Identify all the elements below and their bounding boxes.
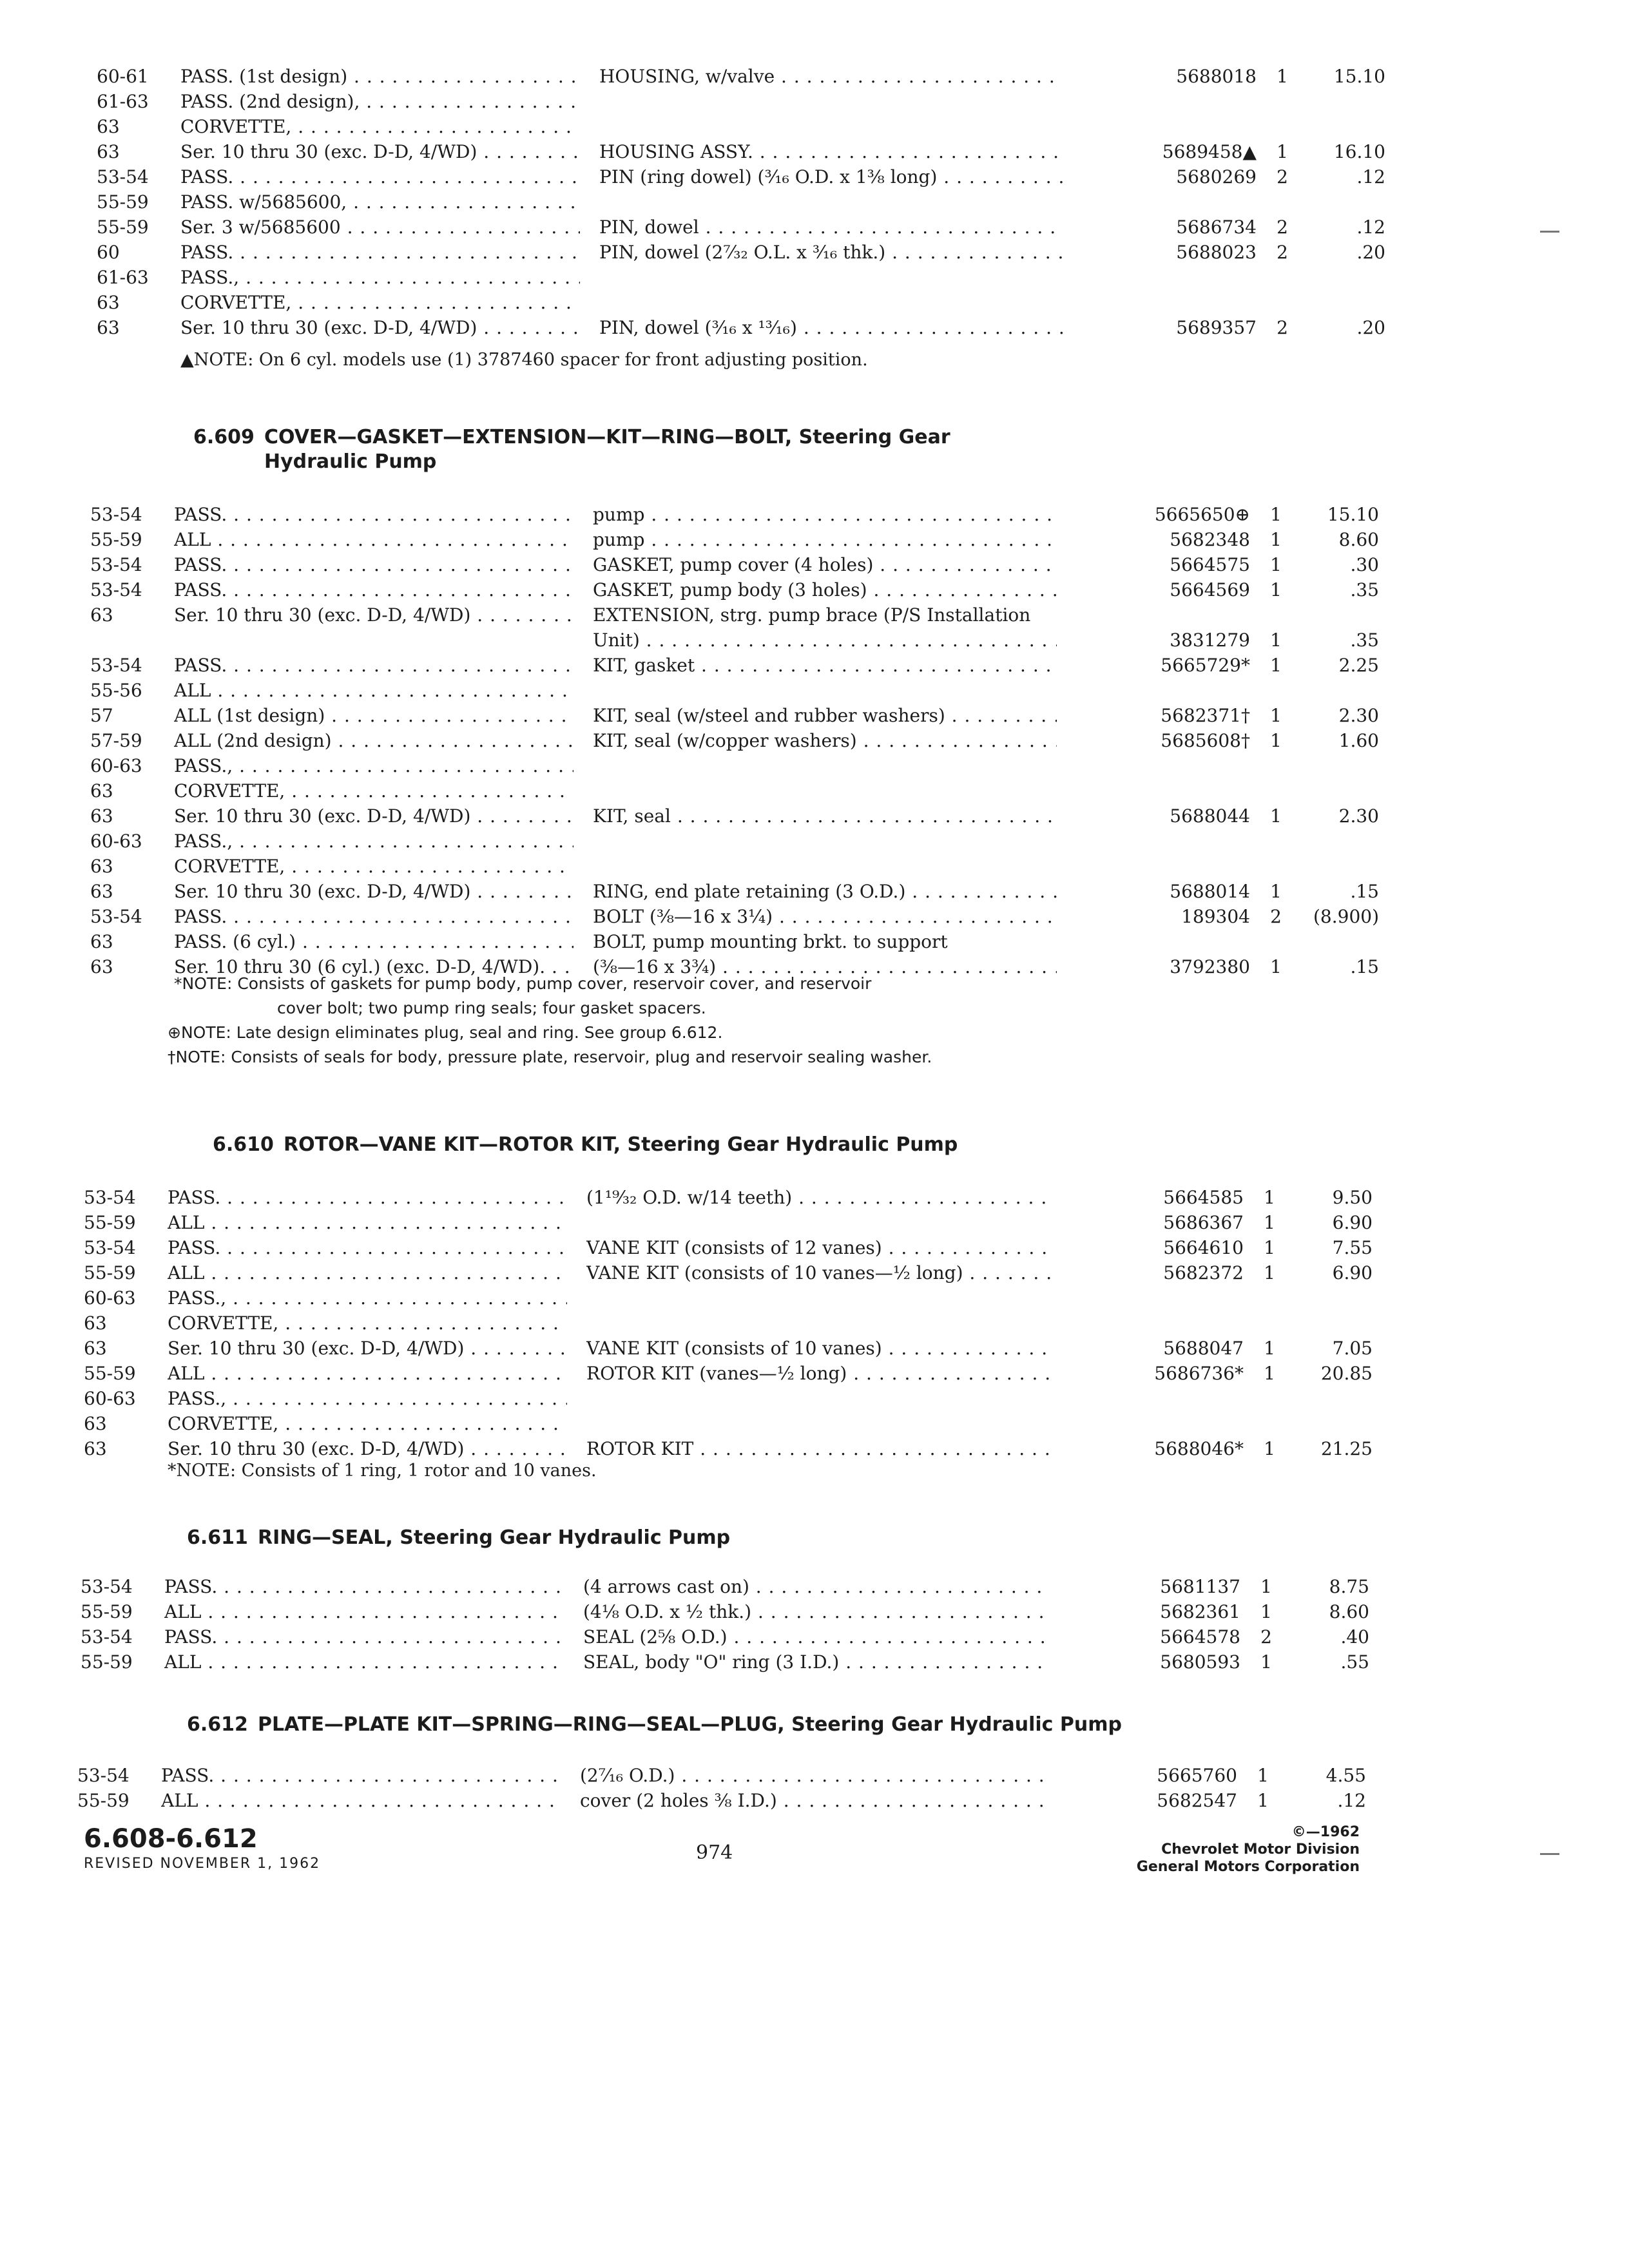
description: BOLT (³⁄₈—16 x 3¼) . . . bbox=[593, 905, 1057, 929]
description: (4 arrows cast on) . . . bbox=[583, 1575, 1047, 1599]
footer-publisher bbox=[1057, 1823, 1360, 1876]
part-number: 5665760 bbox=[1157, 1765, 1237, 1786]
application: PASS. . . . bbox=[174, 653, 574, 678]
model-years: 61-63 bbox=[97, 267, 149, 288]
application: PASS., . . . bbox=[174, 754, 574, 778]
application: PASS. (2nd design), . . . bbox=[180, 90, 580, 114]
model-years: 57 bbox=[90, 705, 113, 726]
application: PASS. . . . bbox=[161, 1763, 561, 1788]
part-number: 5665729* bbox=[1161, 655, 1250, 676]
quantity: 1 bbox=[1270, 629, 1282, 651]
list-price: 8.75 bbox=[1329, 1576, 1369, 1597]
model-years: 55-59 bbox=[84, 1212, 136, 1233]
description: GASKET, pump body (3 holes) . . . bbox=[593, 578, 1057, 602]
model-years: 55-56 bbox=[90, 680, 142, 701]
description: RING, end plate retaining (3 O.D.) . . . bbox=[593, 879, 1057, 904]
model-years: 63 bbox=[90, 604, 113, 626]
list-price: 6.90 bbox=[1332, 1212, 1373, 1233]
model-years: 55-59 bbox=[84, 1363, 136, 1384]
quantity: 1 bbox=[1270, 730, 1282, 751]
part-number: 5686736* bbox=[1154, 1363, 1244, 1384]
application: ALL . . . bbox=[168, 1361, 567, 1386]
description: (³⁄₈—16 x 3¾) . . . bbox=[593, 955, 1057, 979]
section-heading bbox=[187, 1526, 730, 1550]
quantity: 1 bbox=[1264, 1363, 1275, 1384]
model-years: 53-54 bbox=[97, 166, 149, 187]
list-price: .20 bbox=[1356, 242, 1385, 263]
section-number: 6.612 bbox=[187, 1713, 248, 1736]
application: PASS. . . . bbox=[164, 1625, 564, 1649]
part-number: 5682348 bbox=[1170, 529, 1250, 550]
application: Ser. 10 thru 30 (exc. D-D, 4/WD) . . . bbox=[180, 140, 580, 164]
corporation-name: General Motors Corporation bbox=[1136, 1859, 1360, 1875]
model-years: 55-59 bbox=[97, 191, 149, 213]
application: PASS., . . . bbox=[174, 829, 574, 854]
quantity: 1 bbox=[1270, 579, 1282, 601]
section-number: 6.610 bbox=[213, 1133, 274, 1156]
model-years: 63 bbox=[97, 317, 120, 338]
application: ALL . . . bbox=[164, 1650, 564, 1675]
list-price: 15.10 bbox=[1327, 504, 1379, 525]
list-price: 8.60 bbox=[1338, 529, 1379, 550]
group-range: 6.608-6.612 bbox=[84, 1824, 258, 1854]
part-number: 5681137 bbox=[1160, 1576, 1240, 1597]
description: PIN, dowel . . . bbox=[599, 215, 1063, 240]
application: ALL . . . bbox=[168, 1211, 567, 1235]
application: CORVETTE, . . . bbox=[168, 1412, 567, 1436]
model-years: 55-59 bbox=[77, 1790, 130, 1811]
application: CORVETTE, . . . bbox=[180, 115, 580, 139]
model-years: 63 bbox=[90, 956, 113, 977]
list-price: 21.25 bbox=[1320, 1438, 1373, 1459]
description: (2⁷⁄₁₆ O.D.) . . . bbox=[580, 1763, 1044, 1788]
section-title: ROTOR—VANE KIT—ROTOR KIT, Steering Gear Hydraulic Pump bbox=[284, 1133, 958, 1156]
description: PIN, dowel (2⁷⁄₃₂ O.L. x ³⁄₁₆ thk.) . . . bbox=[599, 240, 1063, 265]
section-heading bbox=[187, 1713, 1122, 1737]
footnote: †NOTE: Consists of seals for body, pressure plate, reservoir, plug and reservoir sealing washer. bbox=[168, 1048, 932, 1066]
section-title-cont: Hydraulic Pump bbox=[264, 450, 437, 473]
part-number: 5688044 bbox=[1170, 805, 1250, 827]
list-price: .30 bbox=[1350, 554, 1379, 575]
description: (4⅛ O.D. x ½ thk.) . . . bbox=[583, 1600, 1047, 1624]
revised-date: REVISED NOVEMBER 1, 1962 bbox=[84, 1856, 321, 1872]
model-years: 63 bbox=[84, 1338, 107, 1359]
list-price: 2.30 bbox=[1338, 705, 1379, 726]
part-number: 5664575 bbox=[1170, 554, 1250, 575]
list-price: .55 bbox=[1340, 1651, 1369, 1673]
model-years: 63 bbox=[90, 805, 113, 827]
part-number: 5664578 bbox=[1160, 1626, 1240, 1648]
description: HOUSING ASSY. . . . bbox=[599, 140, 1063, 164]
model-years: 63 bbox=[90, 931, 113, 952]
application: PASS. . . . bbox=[174, 905, 574, 929]
application: PASS. . . . bbox=[164, 1575, 564, 1599]
part-number: 5682371† bbox=[1161, 705, 1250, 726]
application: PASS. . . . bbox=[174, 578, 574, 602]
quantity: 2 bbox=[1277, 242, 1288, 263]
description: (1¹⁹⁄₃₂ O.D. w/14 teeth) . . . bbox=[586, 1186, 1050, 1210]
part-number: 5664610 bbox=[1163, 1237, 1244, 1258]
section-heading bbox=[213, 1133, 958, 1157]
margin-mark bbox=[1540, 1853, 1559, 1855]
application: CORVETTE, . . . bbox=[174, 779, 574, 803]
quantity: 1 bbox=[1277, 141, 1288, 162]
model-years: 55-59 bbox=[97, 216, 149, 238]
footnote: cover bolt; two pump ring seals; four gasket spacers. bbox=[277, 999, 706, 1017]
quantity: 1 bbox=[1260, 1576, 1272, 1597]
model-years: 63 bbox=[90, 856, 113, 877]
quantity: 2 bbox=[1277, 166, 1288, 187]
application: ALL . . . bbox=[168, 1261, 567, 1285]
application: CORVETTE, . . . bbox=[174, 854, 574, 879]
list-price: .15 bbox=[1350, 881, 1379, 902]
section-title: RING—SEAL, Steering Gear Hydraulic Pump bbox=[258, 1526, 731, 1549]
application: PASS., . . . bbox=[168, 1387, 567, 1411]
model-years: 63 bbox=[97, 141, 120, 162]
part-number: 5686734 bbox=[1176, 216, 1257, 238]
footnote: *NOTE: Consists of 1 ring, 1 rotor and 10 vanes. bbox=[168, 1461, 597, 1481]
part-number: 5682547 bbox=[1157, 1790, 1237, 1811]
part-number: 5682372 bbox=[1163, 1262, 1244, 1283]
application: Ser. 10 thru 30 (exc. D-D, 4/WD) . . . bbox=[174, 804, 574, 829]
application: ALL (1st design) . . . bbox=[174, 704, 574, 728]
list-price: 7.05 bbox=[1332, 1338, 1373, 1359]
model-years: 57-59 bbox=[90, 730, 142, 751]
division-name: Chevrolet Motor Division bbox=[1161, 1841, 1360, 1858]
quantity: 1 bbox=[1264, 1187, 1275, 1208]
quantity: 1 bbox=[1270, 956, 1282, 977]
list-price: .12 bbox=[1337, 1790, 1366, 1811]
list-price: 20.85 bbox=[1320, 1363, 1373, 1384]
application: ALL . . . bbox=[161, 1789, 561, 1813]
quantity: 1 bbox=[1270, 529, 1282, 550]
list-price: .40 bbox=[1340, 1626, 1369, 1648]
quantity: 1 bbox=[1270, 805, 1282, 827]
quantity: 1 bbox=[1270, 655, 1282, 676]
description: PIN (ring dowel) (³⁄₁₆ O.D. x 1⅜ long) . . . bbox=[599, 165, 1063, 189]
quantity: 1 bbox=[1257, 1790, 1269, 1811]
application: Ser. 10 thru 30 (exc. D-D, 4/WD) . . . bbox=[168, 1437, 567, 1461]
application: PASS. . . . bbox=[174, 503, 574, 527]
part-number: 5686367 bbox=[1163, 1212, 1244, 1233]
quantity: 1 bbox=[1270, 881, 1282, 902]
model-years: 53-54 bbox=[77, 1765, 130, 1786]
quantity: 1 bbox=[1264, 1237, 1275, 1258]
list-price: .15 bbox=[1350, 956, 1379, 977]
quantity: 2 bbox=[1260, 1626, 1272, 1648]
quantity: 2 bbox=[1277, 216, 1288, 238]
model-years: 60-63 bbox=[84, 1287, 136, 1309]
application: CORVETTE, . . . bbox=[168, 1311, 567, 1336]
description: ROTOR KIT (vanes—½ long) . . . bbox=[586, 1361, 1050, 1386]
list-price: 15.10 bbox=[1333, 66, 1385, 87]
list-price: .35 bbox=[1350, 629, 1379, 651]
part-number: 5688047 bbox=[1163, 1338, 1244, 1359]
description: ROTOR KIT . . . bbox=[586, 1437, 1050, 1461]
model-years: 63 bbox=[90, 881, 113, 902]
part-number: 5680269 bbox=[1176, 166, 1257, 187]
application: Ser. 10 thru 30 (exc. D-D, 4/WD) . . . bbox=[174, 879, 574, 904]
description: KIT, seal . . . bbox=[593, 804, 1057, 829]
description: KIT, seal (w/copper washers) . . . bbox=[593, 729, 1057, 753]
model-years: 60 bbox=[97, 242, 120, 263]
quantity: 1 bbox=[1264, 1212, 1275, 1233]
list-price: 6.90 bbox=[1332, 1262, 1373, 1283]
application: PASS. w/5685600, . . . bbox=[180, 190, 580, 215]
part-number: 5689458▲ bbox=[1162, 141, 1257, 162]
part-number: 5665650⊕ bbox=[1154, 504, 1250, 525]
description: GASKET, pump cover (4 holes) . . . bbox=[593, 553, 1057, 577]
part-number: 5688046* bbox=[1154, 1438, 1244, 1459]
model-years: 55-59 bbox=[90, 529, 142, 550]
model-years: 63 bbox=[97, 292, 120, 313]
quantity: 1 bbox=[1270, 504, 1282, 525]
footnote: ⊕NOTE: Late design eliminates plug, seal and ring. See group 6.612. bbox=[168, 1023, 723, 1042]
margin-mark bbox=[1540, 231, 1559, 233]
part-number: 5688014 bbox=[1170, 881, 1250, 902]
section-heading bbox=[193, 425, 950, 474]
model-years: 53-54 bbox=[84, 1237, 136, 1258]
footnote: *NOTE: Consists of gaskets for pump body, pump cover, reservoir cover, and reservoir bbox=[174, 974, 872, 993]
list-price: 1.60 bbox=[1338, 730, 1379, 751]
application: PASS. (6 cyl.) . . . bbox=[174, 930, 574, 954]
list-price: 9.50 bbox=[1332, 1187, 1373, 1208]
section-number: 6.611 bbox=[187, 1526, 248, 1549]
description: cover (2 holes ⅜ I.D.) . . . bbox=[580, 1789, 1044, 1813]
section-title: PLATE—PLATE KIT—SPRING—RING—SEAL—PLUG, Steering Gear Hydraulic Pump bbox=[258, 1713, 1122, 1736]
part-number: 5682361 bbox=[1160, 1601, 1240, 1622]
application: PASS., . . . bbox=[180, 265, 580, 290]
model-years: 60-63 bbox=[90, 831, 142, 852]
description: VANE KIT (consists of 12 vanes) . . . bbox=[586, 1236, 1050, 1260]
list-price: 4.55 bbox=[1325, 1765, 1366, 1786]
model-years: 63 bbox=[90, 780, 113, 802]
application: ALL . . . bbox=[174, 528, 574, 552]
part-number: 5664569 bbox=[1170, 579, 1250, 601]
application: PASS. . . . bbox=[180, 240, 580, 265]
description: SEAL, body "O" ring (3 I.D.) . . . bbox=[583, 1650, 1047, 1675]
application: Ser. 10 thru 30 (exc. D-D, 4/WD) . . . bbox=[174, 603, 574, 628]
model-years: 53-54 bbox=[81, 1626, 133, 1648]
list-price: .12 bbox=[1356, 166, 1385, 187]
model-years: 53-54 bbox=[90, 579, 142, 601]
model-years: 63 bbox=[84, 1413, 107, 1434]
model-years: 55-59 bbox=[81, 1601, 133, 1622]
section-number: 6.609 bbox=[193, 426, 255, 448]
model-years: 60-63 bbox=[84, 1388, 136, 1409]
quantity: 1 bbox=[1264, 1438, 1275, 1459]
application: Ser. 3 w/5685600 . . . bbox=[180, 215, 580, 240]
model-years: 60-61 bbox=[97, 66, 149, 87]
model-years: 63 bbox=[84, 1312, 107, 1334]
list-price: .35 bbox=[1350, 579, 1379, 601]
application: PASS., . . . bbox=[168, 1286, 567, 1311]
application: Ser. 10 thru 30 (exc. D-D, 4/WD) . . . bbox=[180, 316, 580, 340]
quantity: 1 bbox=[1270, 554, 1282, 575]
part-number: 3831279 bbox=[1170, 629, 1250, 651]
model-years: 61-63 bbox=[97, 91, 149, 112]
description: pump . . . bbox=[593, 528, 1057, 552]
quantity: 1 bbox=[1260, 1651, 1272, 1673]
application: PASS. . . . bbox=[180, 165, 580, 189]
list-price: 16.10 bbox=[1333, 141, 1385, 162]
part-number: 5689357 bbox=[1176, 317, 1257, 338]
description: HOUSING, w/valve . . . bbox=[599, 64, 1063, 89]
description: SEAL (2⅝ O.D.) . . . bbox=[583, 1625, 1047, 1649]
model-years: 53-54 bbox=[90, 504, 142, 525]
description: pump . . . bbox=[593, 503, 1057, 527]
footer-group-info bbox=[84, 1823, 320, 1874]
footnote: ▲NOTE: On 6 cyl. models use (1) 3787460 spacer for front adjusting position. bbox=[180, 350, 868, 370]
application: ALL . . . bbox=[164, 1600, 564, 1624]
part-number: 3792380 bbox=[1170, 956, 1250, 977]
part-number: 5688023 bbox=[1176, 242, 1257, 263]
model-years: 53-54 bbox=[81, 1576, 133, 1597]
list-price: 2.25 bbox=[1338, 655, 1379, 676]
page-number: 974 bbox=[696, 1841, 733, 1864]
application: PASS. (1st design) . . . bbox=[180, 64, 580, 89]
model-years: 63 bbox=[84, 1438, 107, 1459]
model-years: 63 bbox=[97, 116, 120, 137]
application: CORVETTE, . . . bbox=[180, 291, 580, 315]
application: Ser. 10 thru 30 (exc. D-D, 4/WD) . . . bbox=[168, 1336, 567, 1361]
quantity: 1 bbox=[1260, 1601, 1272, 1622]
application: PASS. . . . bbox=[174, 553, 574, 577]
copyright: ©—1962 bbox=[1291, 1824, 1360, 1840]
part-number: 5685608† bbox=[1161, 730, 1250, 751]
quantity: 1 bbox=[1277, 66, 1288, 87]
quantity: 1 bbox=[1264, 1262, 1275, 1283]
description: EXTENSION, strg. pump brace (P/S Installation bbox=[593, 604, 1031, 626]
description: VANE KIT (consists of 10 vanes—½ long) . . . bbox=[586, 1261, 1050, 1285]
list-price: 7.55 bbox=[1332, 1237, 1373, 1258]
part-number: 5688018 bbox=[1176, 66, 1257, 87]
model-years: 53-54 bbox=[90, 655, 142, 676]
description: VANE KIT (consists of 10 vanes) . . . bbox=[586, 1336, 1050, 1361]
quantity: 2 bbox=[1277, 317, 1288, 338]
model-years: 55-59 bbox=[84, 1262, 136, 1283]
list-price: .12 bbox=[1356, 216, 1385, 238]
quantity: 1 bbox=[1264, 1338, 1275, 1359]
application: ALL . . . bbox=[174, 678, 574, 703]
model-years: 53-54 bbox=[90, 554, 142, 575]
part-number: 189304 bbox=[1181, 906, 1250, 927]
list-price: 8.60 bbox=[1329, 1601, 1369, 1622]
part-number: 5664585 bbox=[1163, 1187, 1244, 1208]
description: PIN, dowel (³⁄₁₆ x ¹³⁄₁₆) . . . bbox=[599, 316, 1063, 340]
description: Unit) . . . bbox=[593, 628, 1057, 653]
list-price: 2.30 bbox=[1338, 805, 1379, 827]
model-years: 53-54 bbox=[84, 1187, 136, 1208]
model-years: 53-54 bbox=[90, 906, 142, 927]
quantity: 2 bbox=[1270, 906, 1282, 927]
model-years: 60-63 bbox=[90, 755, 142, 776]
description: KIT, seal (w/steel and rubber washers) . . . bbox=[593, 704, 1057, 728]
part-number: 5680593 bbox=[1160, 1651, 1240, 1673]
description: KIT, gasket . . . bbox=[593, 653, 1057, 678]
list-price: .20 bbox=[1356, 317, 1385, 338]
application: PASS. . . . bbox=[168, 1236, 567, 1260]
quantity: 1 bbox=[1257, 1765, 1269, 1786]
quantity: 1 bbox=[1270, 705, 1282, 726]
description: BOLT, pump mounting brkt. to support bbox=[593, 931, 948, 952]
application: PASS. . . . bbox=[168, 1186, 567, 1210]
list-price: (8.900) bbox=[1313, 906, 1379, 927]
application: Ser. 10 thru 30 (6 cyl.) (exc. D-D, 4/WD). . . . bbox=[174, 955, 574, 979]
section-title: COVER—GASKET—EXTENSION—KIT—RING—BOLT, Steering Gear bbox=[264, 426, 950, 448]
application: ALL (2nd design) . . . bbox=[174, 729, 574, 753]
model-years: 55-59 bbox=[81, 1651, 133, 1673]
